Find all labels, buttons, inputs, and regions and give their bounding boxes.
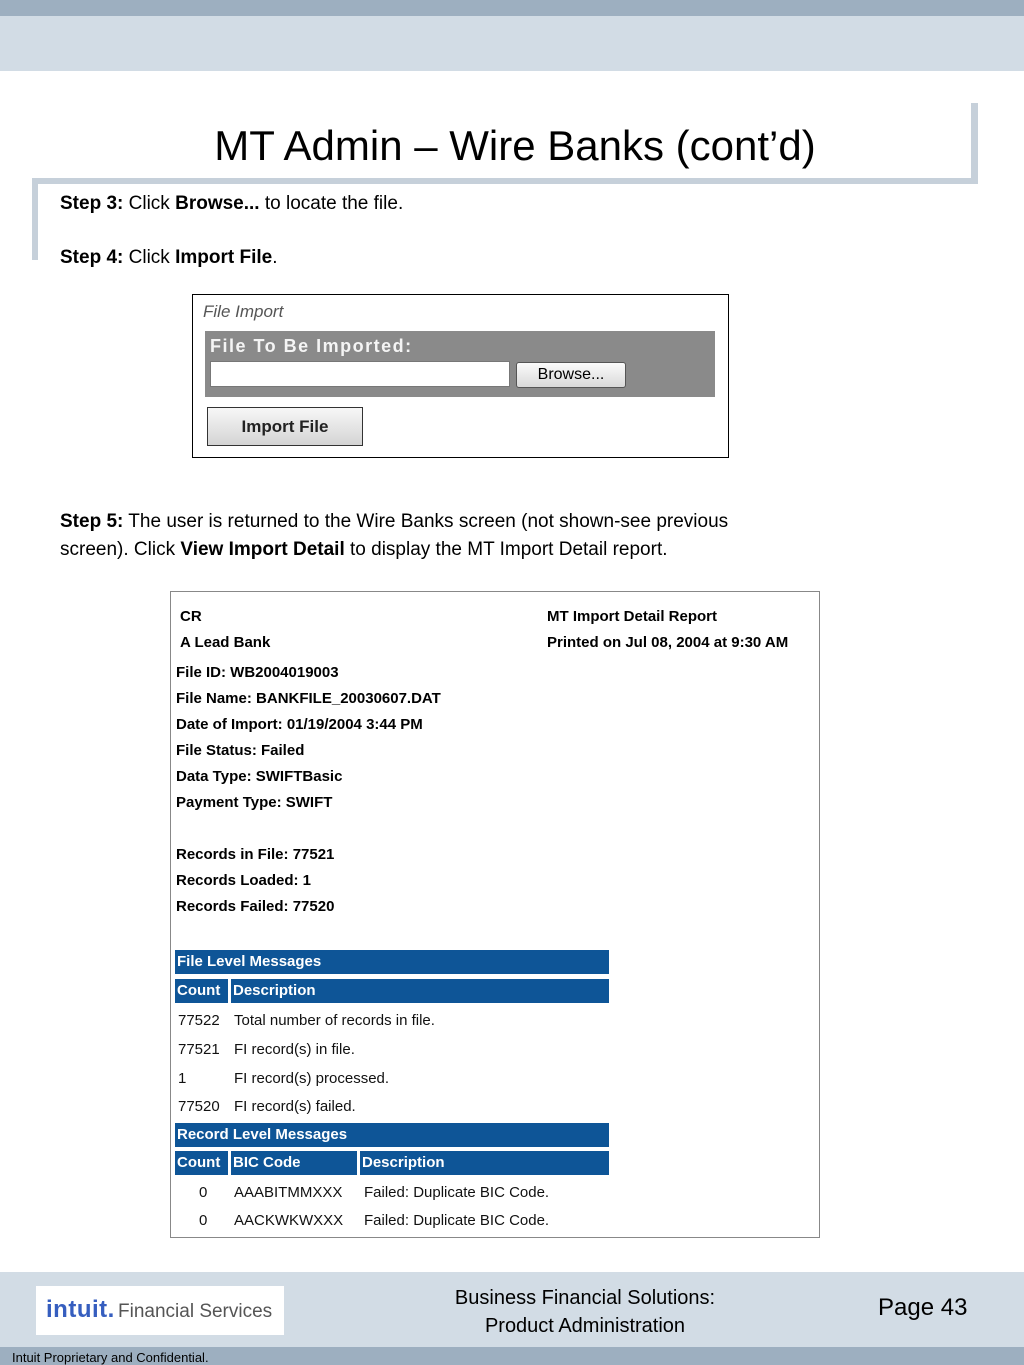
file-to-be-imported-label: File To Be Imported: (210, 336, 413, 356)
report-bank-name: A Lead Bank (180, 634, 271, 651)
browse-button[interactable]: Browse... (516, 362, 626, 388)
report-org-code: CR (180, 608, 202, 625)
footer-title-line-1: Business Financial Solutions: (454, 1287, 716, 1309)
title-frame-right (971, 103, 978, 184)
file-level-count: 77520 (178, 1098, 220, 1115)
file-import-panel (205, 331, 715, 397)
records-in-file: Records in File: 77521 (176, 846, 335, 863)
logo-brand: intuit. (46, 1296, 115, 1323)
intuit-logo (36, 1286, 284, 1335)
step-5-text: Step 5: The user is returned to the Wire Banks screen (not shown-see previous screen). Click View Import Detail to display the MT Import Detail report. (60, 511, 729, 560)
confidential-notice: Intuit Proprietary and Confidential. (12, 1350, 209, 1365)
detail-date-of-import: Date of Import: 01/19/2004 3:44 PM (176, 716, 423, 733)
record-level-messages-header: Record Level Messages (175, 1123, 609, 1147)
top-bar (0, 0, 1024, 16)
title-frame-left (32, 178, 38, 260)
detail-data-type: Data Type: SWIFTBasic (176, 768, 343, 785)
detail-payment-type: Payment Type: SWIFT (176, 794, 333, 811)
report-title: MT Import Detail Report (547, 608, 718, 625)
top-band (0, 16, 1024, 71)
record-level-description: Failed: Duplicate BIC Code. (364, 1212, 550, 1229)
detail-file-id: File ID: WB2004019003 (176, 664, 339, 681)
footer-title-line-2: Product Administration (484, 1315, 686, 1337)
record-level-bic-header: BIC Code (231, 1151, 357, 1175)
record-level-bic: AAABITMMXXX (234, 1184, 343, 1201)
record-level-count-header: Count (175, 1151, 228, 1175)
record-level-count: 0 (199, 1212, 208, 1229)
footer-title (430, 1284, 740, 1340)
file-level-count-header: Count (175, 979, 228, 1003)
file-level-description: FI record(s) failed. (234, 1098, 356, 1115)
step-4-text: Step 4: Click Import File. (60, 247, 278, 268)
file-import-title: File Import (203, 302, 284, 321)
file-level-messages-header: File Level Messages (175, 950, 609, 974)
file-level-count: 77521 (178, 1041, 220, 1058)
record-level-bic: AACKWKWXXX (234, 1212, 344, 1229)
report-printed-on: Printed on Jul 08, 2004 at 9:30 AM (547, 634, 789, 651)
file-level-description: FI record(s) processed. (234, 1070, 390, 1087)
record-level-description-header: Description (360, 1151, 609, 1175)
slide-title: MT Admin – Wire Banks (cont’d) (214, 122, 816, 169)
file-level-count: 77522 (178, 1012, 220, 1029)
logo-subtitle: Financial Services (118, 1301, 273, 1322)
title-frame-bottom (32, 178, 978, 184)
detail-file-status: File Status: Failed (176, 742, 305, 759)
step-3-text: Step 3: Click Browse... to locate the file. (60, 193, 404, 214)
page-number: Page 43 (878, 1294, 968, 1321)
file-level-description: FI record(s) in file. (234, 1041, 355, 1058)
record-level-description: Failed: Duplicate BIC Code. (364, 1184, 550, 1201)
file-path-input[interactable] (210, 361, 510, 387)
file-level-description-header: Description (231, 979, 609, 1003)
file-import-widget (192, 294, 729, 458)
import-detail-report (170, 591, 820, 1238)
file-level-count: 1 (178, 1070, 187, 1087)
file-level-description: Total number of records in file. (234, 1012, 435, 1029)
import-file-button[interactable]: Import File (207, 407, 363, 446)
record-level-count: 0 (199, 1184, 208, 1201)
detail-file-name: File Name: BANKFILE_20030607.DAT (176, 690, 441, 707)
records-failed: Records Failed: 77520 (176, 898, 335, 915)
records-loaded: Records Loaded: 1 (176, 872, 312, 889)
